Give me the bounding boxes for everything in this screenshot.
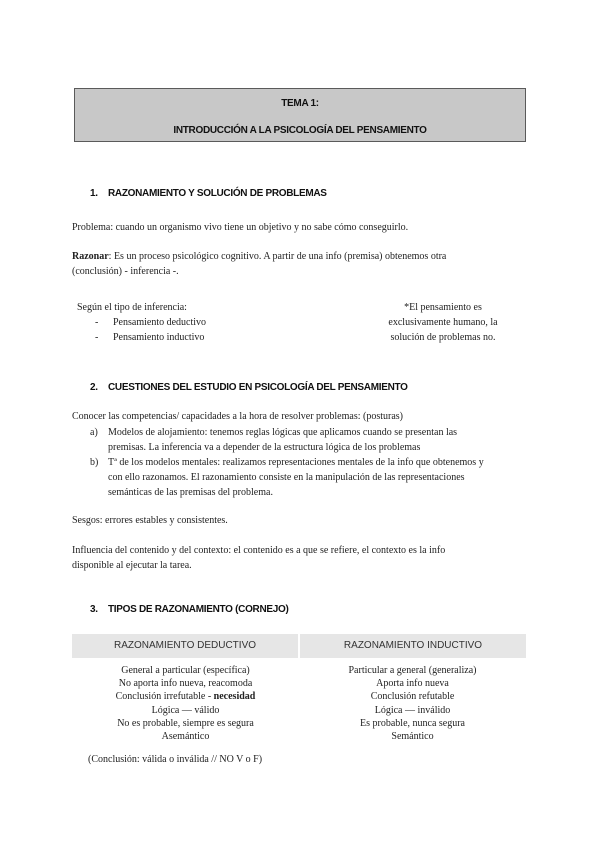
header-inductivo: RAZONAMIENTO INDUCTIVO — [298, 634, 526, 658]
table-cell: Lógica — inválido — [374, 704, 451, 716]
section-3-number: 3. — [90, 604, 98, 615]
cell-text: Conclusión irrefutable - — [115, 691, 214, 703]
cuestiones-intro: Conocer las competencias/ capacidades a la hora de resolver problemas: (posturas) — [72, 411, 403, 422]
section-3-heading — [90, 604, 289, 615]
table-cell: Particular a general (generaliza) — [348, 665, 477, 676]
inferencia-item — [95, 331, 204, 345]
razonar-paragraph-line-2: (conclusión) - inferencia -. — [72, 266, 179, 277]
item-b-line: semánticas de las premisas del problema. — [108, 487, 273, 498]
influencia-line: Influencia del contenido y del contexto: el contenido es a que se refiere, el contexto es la info — [72, 545, 446, 556]
item-a-marker: a) — [90, 427, 98, 438]
table-footnote: (Conclusión: válida o inválida // NO V o F) — [88, 754, 263, 765]
note-line: exclusivamente humano, la — [388, 317, 498, 328]
table-cell: Lógica — válido — [151, 704, 220, 716]
section-2-title: CUESTIONES DEL ESTUDIO EN PSICOLOGÍA DEL PENSAMIENTO — [108, 382, 408, 393]
comparison-table-header — [72, 634, 526, 658]
header-deductivo: RAZONAMIENTO DEDUCTIVO — [113, 640, 257, 651]
list-dash: - — [95, 332, 99, 343]
section-2-number: 2. — [90, 382, 98, 393]
problema-paragraph: Problema: cuando un organismo vivo tiene un objetivo y no sabe cómo conseguirlo. — [72, 222, 409, 233]
razonar-definition: : Es un proceso psicológico cognitivo. A partir de una info (premisa) obtenemos otra — [108, 251, 447, 262]
section-1-heading — [90, 188, 327, 199]
sesgos-paragraph: Sesgos: errores estables y consistentes. — [72, 515, 228, 526]
section-1-title: RAZONAMIENTO Y SOLUCIÓN DE PROBLEMAS — [108, 188, 327, 199]
section-2-heading — [90, 382, 408, 393]
note-line: *El pensamiento es — [404, 302, 482, 313]
razonar-term: Razonar — [72, 251, 109, 262]
title-box — [74, 88, 526, 142]
item-b-line: Tª de los modelos mentales: realizamos representaciones mentales de la info que obtenemos y — [108, 457, 484, 468]
table-cell — [72, 690, 299, 703]
table-cell: Semántico — [391, 731, 434, 743]
item-b-marker: b) — [90, 457, 99, 468]
deductivo-column — [72, 664, 299, 743]
cell-bold-text: necesidad — [213, 691, 256, 703]
table-cell: No es probable, siempre es segura — [117, 717, 254, 729]
table-cell: General a particular (específica) — [121, 665, 250, 676]
table-cell: No aporta info nueva, reacomoda — [118, 678, 253, 690]
table-cell: Es probable, nunca segura — [360, 717, 465, 729]
note-line: solución de problemas no. — [390, 332, 496, 343]
inferencia-item-label: Pensamiento inductivo — [113, 332, 205, 343]
item-a-line: Modelos de alojamiento: tenemos reglas lógicas que aplicamos cuando se presentan las — [108, 427, 458, 438]
item-b-line: con ello razonamos. El razonamiento consiste en la manipulación de las representaciones — [108, 472, 465, 483]
razonar-paragraph-line-1 — [72, 250, 446, 264]
inductivo-column — [299, 664, 526, 743]
title-line-2: INTRODUCCIÓN A LA PSICOLOGÍA DEL PENSAMIENTO — [173, 125, 427, 136]
table-cell: Asemántico — [161, 731, 210, 743]
inferencia-item — [95, 316, 206, 330]
title-line-1: TEMA 1: — [281, 98, 319, 109]
section-1-number: 1. — [90, 188, 98, 199]
section-3-title: TIPOS DE RAZONAMIENTO (CORNEJO) — [108, 604, 289, 615]
table-cell: Aporta info nueva — [376, 678, 449, 690]
inferencia-intro: Según el tipo de inferencia: — [77, 302, 187, 313]
influencia-line: disponible al ejecutar la tarea. — [72, 560, 192, 571]
list-dash: - — [95, 317, 99, 328]
inferencia-item-label: Pensamiento deductivo — [113, 317, 207, 328]
table-cell: Conclusión refutable — [370, 691, 455, 703]
item-a-line: premisas. La inferencia va a depender de la estructura lógica de los problemas — [108, 442, 421, 453]
